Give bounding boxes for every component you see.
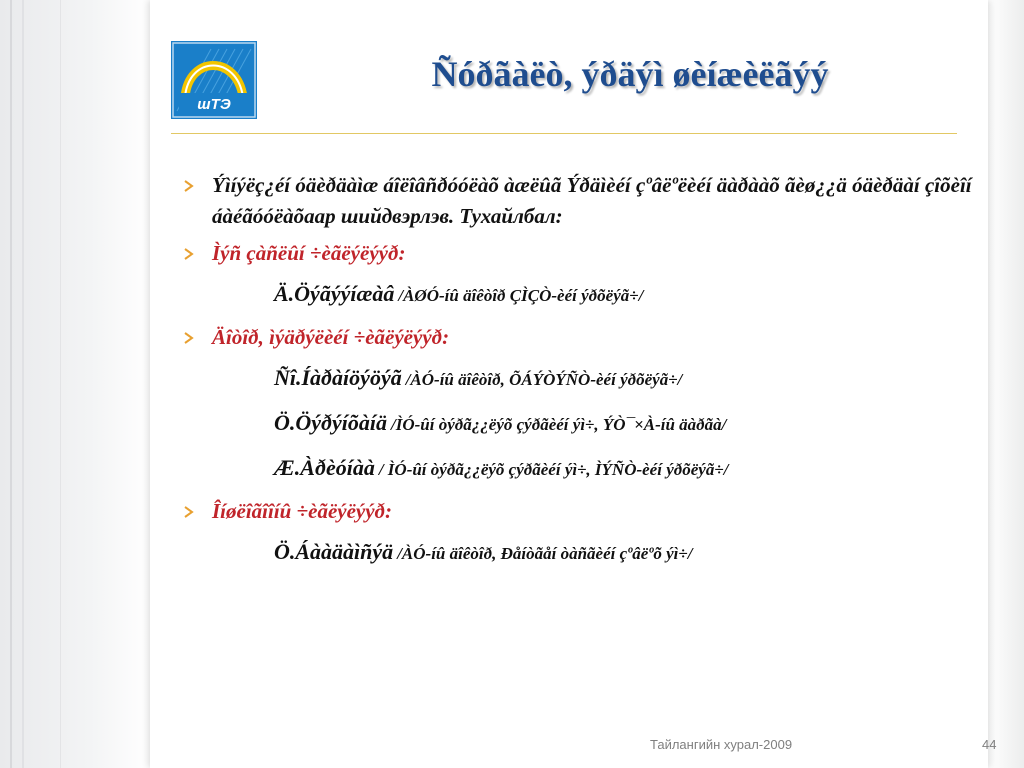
decor-stripe: [60, 0, 61, 768]
member-name: Ö.Öýðýíõàíä: [274, 410, 388, 435]
logo-emblem-icon: [171, 41, 257, 119]
chevron-right-icon: [182, 331, 196, 345]
group-heading-label: Äîòîð, ìýäðýëèéí ÷èãëýëýýð:: [212, 325, 450, 349]
member-name: Æ.Àðèóíàà: [274, 455, 375, 480]
member-name: Ä.Öýãýýíæàâ: [274, 281, 395, 306]
decor-stripe: [22, 0, 24, 768]
footer-event-label: Тайлангийн хурал-2009: [650, 737, 793, 752]
chevron-right-icon: [182, 179, 196, 193]
member-name: Ñî.Íàðàíöýöýã: [274, 365, 402, 390]
group-heading-label: Îíøëîãîîíû ÷èãëýëýýð:: [212, 499, 393, 523]
slide-body: [182, 170, 982, 580]
organization-logo: [171, 41, 257, 119]
member-description: / ÌÓ-ûí òýðã¿¿ëýõ çýðãèéí ýì÷, ÌÝÑÒ-èéí ýðõëýã÷/: [378, 460, 729, 479]
member-item: [182, 535, 982, 571]
member-item: [182, 406, 982, 442]
member-item: [182, 277, 982, 313]
decor-stripe: [10, 0, 12, 768]
member-description: /ÌÓ-ûí òýðã¿¿ëýõ çýðãèéí ýì÷, ÝÒ¯×À-íû äàðãà/: [391, 415, 727, 434]
member-name: Ö.Áààäàìñýä: [274, 539, 394, 564]
group-heading-internal: [182, 322, 982, 353]
group-heading-label: Ìýñ çàñëûí ÷èãëýëýýð:: [212, 241, 406, 265]
member-description: /ÀÓ-íû äîêòîð, ÕÁÝÒÝÑÒ-èéí ýðõëýã÷/: [405, 370, 683, 389]
left-decor-band: [0, 0, 150, 768]
member-description: /ÀÓ-íû äîêòîð, Ðåíòãåí òàñãèéí çºâëºõ ýì÷/: [397, 544, 693, 563]
slide-title: Ñóðãàëò, ýðäýì øèíæèëãýý: [431, 54, 829, 94]
chevron-right-icon: [182, 505, 196, 519]
member-description: /ÀØÓ-íû äîêòîð ÇÌÇÒ-èéí ýðõëýã÷/: [398, 286, 644, 305]
chevron-right-icon: [182, 247, 196, 261]
title-divider: [171, 133, 957, 134]
intro-text: Ýìíýëç¿éí óäèðäàìæ áîëîâñðóóëàõ àæëûã Ýðäìèéí çºâëºëèéí äàðààõ ãèø¿¿ä óäèðäàí çîõèîí áàéãóóëàõаар шийдвэрлэв. Тухайлбал:: [212, 173, 972, 228]
group-heading-surgery: [182, 238, 982, 269]
page-number: 44: [982, 737, 997, 752]
right-decor-band: [988, 0, 1024, 768]
intro-paragraph: [182, 170, 982, 232]
member-item: [182, 451, 982, 487]
group-heading-diagnostics: [182, 496, 982, 527]
logo-text: шТЭ: [197, 96, 231, 113]
member-item: [182, 361, 982, 397]
